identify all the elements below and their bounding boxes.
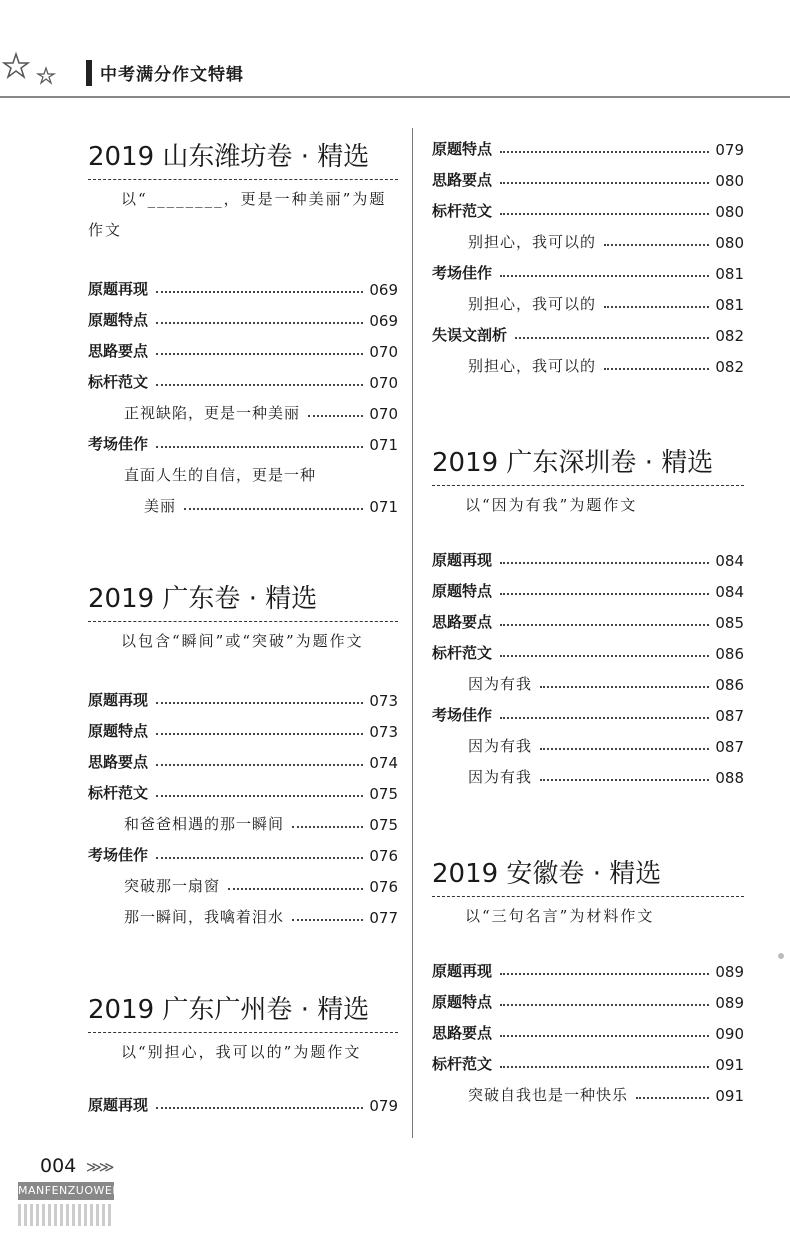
leader-dots bbox=[156, 795, 363, 797]
toc-entry[interactable] bbox=[88, 710, 398, 741]
leader-dots bbox=[500, 562, 709, 564]
toc-entry-page: 076 bbox=[369, 878, 398, 896]
leader-dots bbox=[500, 182, 709, 184]
toc-entry-page: 081 bbox=[715, 296, 744, 314]
toc-entry-label: 直面人生的自信，更是一种 bbox=[124, 466, 317, 484]
section-title: 2019 安徽卷 · 精选 bbox=[432, 853, 744, 897]
star-ornament-icon bbox=[2, 50, 62, 94]
toc-entry-page: 082 bbox=[715, 327, 744, 345]
toc-entry-label: 思路要点 bbox=[88, 342, 149, 360]
toc-entry-label: 考场佳作 bbox=[432, 706, 493, 724]
leader-dots bbox=[500, 717, 709, 719]
toc-entry-page: 080 bbox=[715, 234, 744, 252]
toc-entry-label: 考场佳作 bbox=[88, 846, 149, 864]
toc-essay-entry[interactable] bbox=[432, 1074, 744, 1105]
leader-dots bbox=[184, 508, 363, 510]
toc-entry[interactable] bbox=[432, 981, 744, 1012]
section-prompt: 以“别担心，我可以的”为题作文 bbox=[121, 1043, 362, 1061]
leader-dots bbox=[156, 291, 363, 293]
toc-entry[interactable] bbox=[88, 268, 398, 299]
toc-entry-page: 070 bbox=[369, 343, 398, 361]
toc-entry-page: 089 bbox=[715, 963, 744, 981]
toc-entry[interactable] bbox=[432, 1043, 744, 1074]
toc-entry-label: 考场佳作 bbox=[88, 435, 149, 453]
right-column bbox=[432, 128, 744, 1105]
toc-essay-entry[interactable] bbox=[432, 283, 744, 314]
toc-entry-page: 075 bbox=[369, 816, 398, 834]
leader-dots bbox=[500, 655, 709, 657]
toc-entry-label: 标杆范文 bbox=[432, 1055, 493, 1073]
leader-dots bbox=[156, 764, 363, 766]
header-rule bbox=[0, 96, 790, 98]
toc-entry[interactable] bbox=[432, 694, 744, 725]
toc-entry[interactable] bbox=[432, 190, 744, 221]
toc-entry[interactable] bbox=[432, 601, 744, 632]
toc-entry-page: 084 bbox=[715, 552, 744, 570]
toc-entry-label: 思路要点 bbox=[432, 171, 493, 189]
toc-entry[interactable] bbox=[432, 159, 744, 190]
toc-entry-label: 思路要点 bbox=[88, 753, 149, 771]
toc-essay-entry[interactable] bbox=[88, 454, 398, 485]
toc-entry-label: 突破那一扇窗 bbox=[124, 877, 221, 895]
leader-dots bbox=[156, 446, 363, 448]
toc-entry[interactable] bbox=[88, 741, 398, 772]
toc-entry-label: 因为有我 bbox=[468, 675, 533, 693]
leader-dots bbox=[500, 213, 709, 215]
leader-dots bbox=[156, 353, 363, 355]
toc-entry-label: 和爸爸相遇的那一瞬间 bbox=[124, 815, 285, 833]
toc-entry-label: 原题再现 bbox=[88, 280, 149, 298]
toc-essay-entry[interactable] bbox=[432, 663, 744, 694]
toc-entry-label: 原题再现 bbox=[432, 962, 493, 980]
toc-entry[interactable] bbox=[432, 539, 744, 570]
toc-entry-label: 原题特点 bbox=[88, 722, 149, 740]
page-mark bbox=[778, 953, 784, 959]
toc-entry-page: 079 bbox=[369, 1097, 398, 1115]
toc-entry-page: 086 bbox=[715, 645, 744, 663]
toc-entry-label: 考场佳作 bbox=[432, 264, 493, 282]
toc-entry-label: 原题特点 bbox=[432, 582, 493, 600]
double-chevron-icon: ≫≫ bbox=[86, 1158, 112, 1176]
toc-entry[interactable] bbox=[88, 834, 398, 865]
toc-entry-label: 思路要点 bbox=[432, 1024, 493, 1042]
toc-entry-label: 正视缺陷，更是一种美丽 bbox=[124, 404, 301, 422]
section-title: 2019 山东潍坊卷 · 精选 bbox=[88, 136, 398, 180]
toc-entry-page: 074 bbox=[369, 754, 398, 772]
leader-dots bbox=[500, 1004, 709, 1006]
leader-dots bbox=[500, 593, 709, 595]
toc-entry-label: 标杆范文 bbox=[88, 373, 149, 391]
toc-entry-label: 别担心，我可以的 bbox=[468, 233, 597, 251]
toc-entry-label: 突破自我也是一种快乐 bbox=[468, 1086, 629, 1104]
toc-entry[interactable] bbox=[432, 570, 744, 601]
leader-dots bbox=[500, 1066, 709, 1068]
toc-entry[interactable] bbox=[432, 252, 744, 283]
toc-section bbox=[432, 853, 744, 1105]
decorative-strip bbox=[18, 1204, 114, 1226]
toc-entry-label: 原题再现 bbox=[88, 1096, 149, 1114]
toc-section bbox=[88, 578, 398, 927]
toc-entry-page: 080 bbox=[715, 172, 744, 190]
toc-entry[interactable] bbox=[88, 679, 398, 710]
header-bar bbox=[86, 60, 92, 86]
leader-dots bbox=[540, 748, 709, 750]
toc-entry[interactable] bbox=[432, 632, 744, 663]
leader-dots bbox=[156, 733, 363, 735]
leader-dots bbox=[156, 384, 363, 386]
toc-entry[interactable] bbox=[432, 1012, 744, 1043]
toc-entry-label: 美丽 bbox=[144, 497, 177, 515]
toc-entry[interactable] bbox=[88, 423, 398, 454]
toc-entry-page: 077 bbox=[369, 909, 398, 927]
toc-entry-page: 071 bbox=[369, 436, 398, 454]
leader-dots bbox=[604, 244, 709, 246]
leader-dots bbox=[292, 826, 363, 828]
toc-essay-entry[interactable] bbox=[88, 865, 398, 896]
toc-entry-page: 073 bbox=[369, 692, 398, 710]
toc-entry-label: 别担心，我可以的 bbox=[468, 357, 597, 375]
toc-essay-entry[interactable] bbox=[432, 756, 744, 787]
toc-entry-page: 070 bbox=[369, 405, 398, 423]
section-title: 2019 广东广州卷 · 精选 bbox=[88, 989, 398, 1033]
toc-entry[interactable] bbox=[88, 772, 398, 803]
toc-entry-label: 标杆范文 bbox=[432, 644, 493, 662]
toc-section bbox=[88, 136, 398, 516]
section-prompt: 以“三句名言”为材料作文 bbox=[465, 907, 655, 925]
toc-entry-label: 原题再现 bbox=[88, 691, 149, 709]
toc-entry-page: 070 bbox=[369, 374, 398, 392]
toc-entry-page: 088 bbox=[715, 769, 744, 787]
leader-dots bbox=[604, 368, 709, 370]
leader-dots bbox=[292, 919, 363, 921]
leader-dots bbox=[636, 1097, 709, 1099]
toc-entry-page: 084 bbox=[715, 583, 744, 601]
toc-entry-label: 原题特点 bbox=[432, 993, 493, 1011]
toc-entry-page: 075 bbox=[369, 785, 398, 803]
page-header bbox=[0, 48, 790, 98]
toc-entry-page: 069 bbox=[369, 312, 398, 330]
toc-section bbox=[88, 989, 398, 1115]
toc-entry-label: 因为有我 bbox=[468, 737, 533, 755]
toc-entry[interactable] bbox=[88, 361, 398, 392]
toc-entry-page: 080 bbox=[715, 203, 744, 221]
toc-entry-label: 原题再现 bbox=[432, 551, 493, 569]
leader-dots bbox=[228, 888, 363, 890]
leader-dots bbox=[156, 322, 363, 324]
toc-entry-page: 087 bbox=[715, 738, 744, 756]
toc-entry-page: 081 bbox=[715, 265, 744, 283]
leader-dots bbox=[156, 1107, 363, 1109]
toc-entry-page: 087 bbox=[715, 707, 744, 725]
toc-entry-label: 别担心，我可以的 bbox=[468, 295, 597, 313]
header-title: 中考满分作文特辑 bbox=[100, 65, 244, 85]
toc-entry[interactable] bbox=[88, 330, 398, 361]
toc-entry-label: 失误文剖析 bbox=[432, 326, 508, 344]
leader-dots bbox=[540, 686, 709, 688]
left-column bbox=[88, 136, 398, 1115]
toc-entry-page: 090 bbox=[715, 1025, 744, 1043]
leader-dots bbox=[500, 973, 709, 975]
leader-dots bbox=[500, 1035, 709, 1037]
leader-dots bbox=[604, 306, 709, 308]
toc-entry-page: 082 bbox=[715, 358, 744, 376]
toc-entry-page: 071 bbox=[369, 498, 398, 516]
toc-entry-page: 069 bbox=[369, 281, 398, 299]
section-prompt: 以包含“瞬间”或“突破”为题作文 bbox=[121, 632, 364, 650]
section-prompt: 以“因为有我”为题作文 bbox=[465, 496, 638, 514]
toc-continued bbox=[432, 128, 744, 376]
leader-dots bbox=[156, 857, 363, 859]
toc-entry-label: 思路要点 bbox=[432, 613, 493, 631]
toc-entry-page: 089 bbox=[715, 994, 744, 1012]
toc-entry[interactable] bbox=[432, 950, 744, 981]
leader-dots bbox=[308, 415, 363, 417]
toc-entry-label: 标杆范文 bbox=[432, 202, 493, 220]
leader-dots bbox=[156, 702, 363, 704]
toc-entry[interactable] bbox=[432, 314, 744, 345]
toc-entry-page: 091 bbox=[715, 1087, 744, 1105]
leader-dots bbox=[540, 779, 709, 781]
section-title: 2019 广东卷 · 精选 bbox=[88, 578, 398, 622]
brand-label: MANFENZUOWEN bbox=[18, 1182, 114, 1200]
leader-dots bbox=[515, 337, 709, 339]
toc-essay-entry[interactable] bbox=[88, 803, 398, 834]
leader-dots bbox=[500, 151, 709, 153]
toc-entry-page: 076 bbox=[369, 847, 398, 865]
toc-entry-page: 091 bbox=[715, 1056, 744, 1074]
toc-entry-label: 因为有我 bbox=[468, 768, 533, 786]
toc-essay-entry[interactable] bbox=[88, 392, 398, 423]
leader-dots bbox=[500, 275, 709, 277]
toc-essay-entry-continued[interactable] bbox=[88, 485, 398, 516]
leader-dots bbox=[500, 624, 709, 626]
toc-entry[interactable] bbox=[88, 1084, 398, 1115]
toc-entry-page: 086 bbox=[715, 676, 744, 694]
toc-entry-page: 079 bbox=[715, 141, 744, 159]
toc-essay-entry[interactable] bbox=[88, 896, 398, 927]
toc-entry-label: 那一瞬间，我噙着泪水 bbox=[124, 908, 285, 926]
toc-entry[interactable] bbox=[88, 299, 398, 330]
toc-essay-entry[interactable] bbox=[432, 345, 744, 376]
section-prompt: 以“________，更是一种美丽”为题作文 bbox=[88, 190, 387, 239]
toc-essay-entry[interactable] bbox=[432, 221, 744, 252]
section-title: 2019 广东深圳卷 · 精选 bbox=[432, 442, 744, 486]
toc-entry-page: 073 bbox=[369, 723, 398, 741]
column-divider bbox=[412, 128, 413, 1138]
page-number: 004 bbox=[40, 1155, 77, 1177]
toc-section bbox=[432, 442, 744, 787]
toc-entry-label: 原题特点 bbox=[432, 140, 493, 158]
toc-essay-entry[interactable] bbox=[432, 725, 744, 756]
toc-entry-label: 标杆范文 bbox=[88, 784, 149, 802]
toc-entry[interactable] bbox=[432, 128, 744, 159]
toc-entry-label: 原题特点 bbox=[88, 311, 149, 329]
toc-entry-page: 085 bbox=[715, 614, 744, 632]
